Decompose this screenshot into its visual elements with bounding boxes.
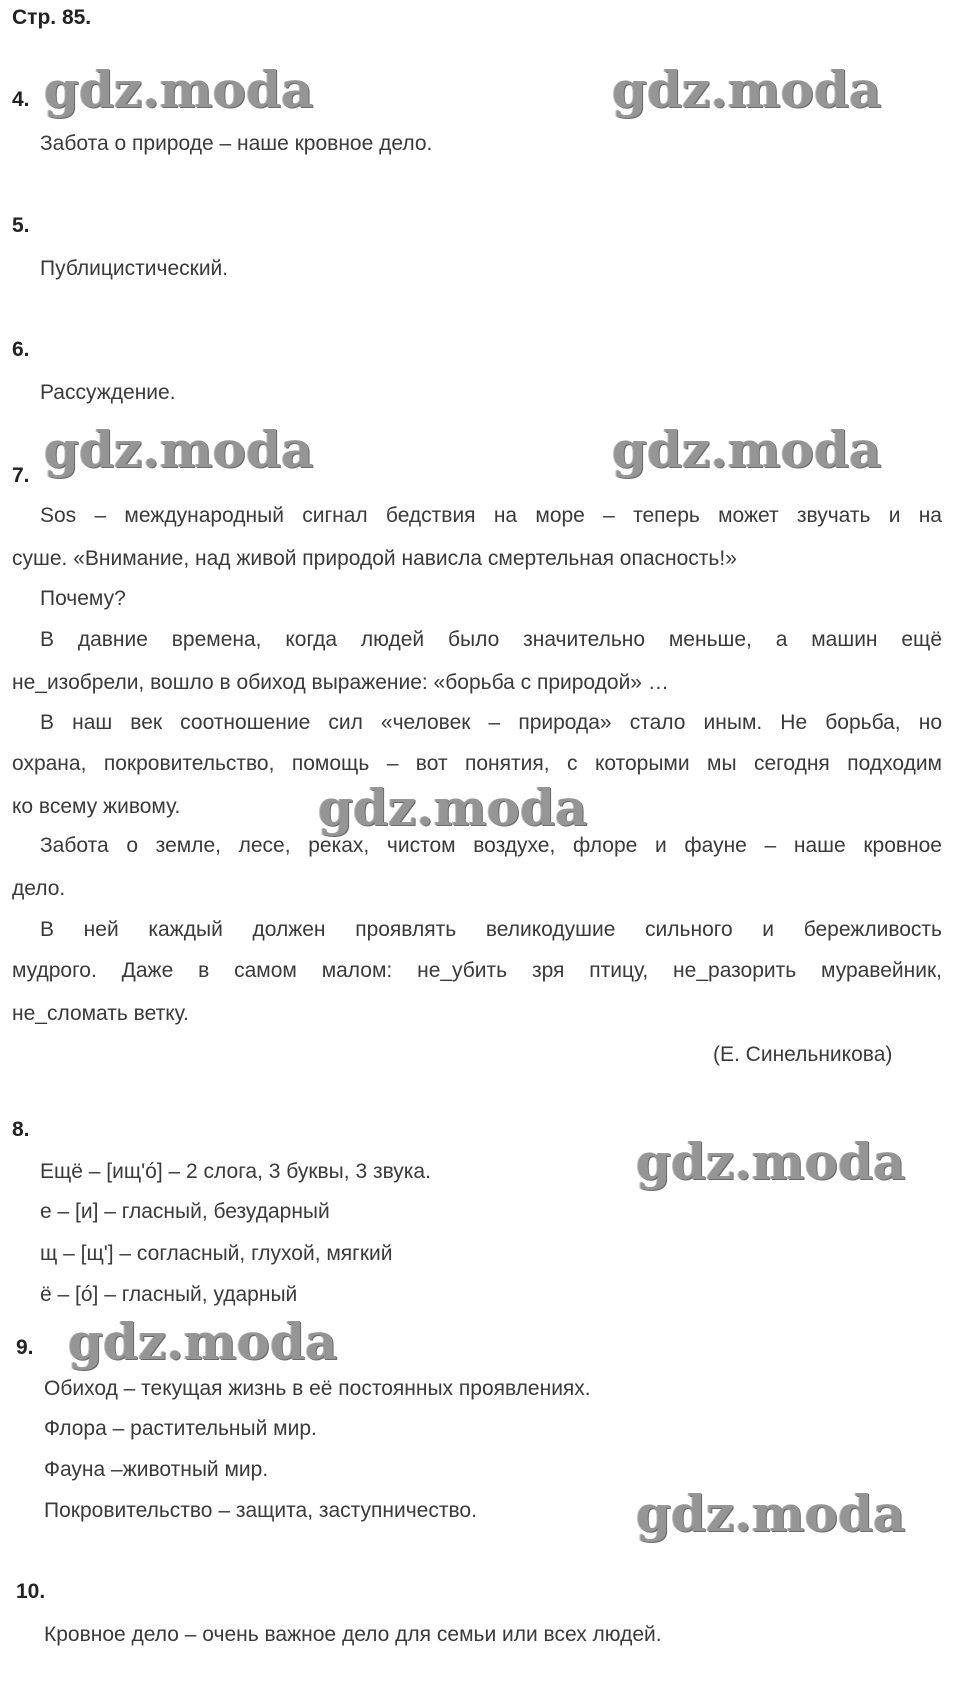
watermark-logo: gdz.moda xyxy=(68,1312,338,1371)
task-10-text: Кровное дело – очень важное дело для семьи или всех людей. xyxy=(44,1623,662,1646)
task-6-text: Рассуждение. xyxy=(40,381,176,404)
task-7-line-12: мудрого. Даже в самом малом: не_убить зря птицу, не_разорить муравейник, xyxy=(12,959,942,982)
page-header: Стр. 85. xyxy=(12,6,92,29)
task-8-line-2: е – [и] – гласный, безударный xyxy=(40,1200,330,1223)
task-10-number: 10. xyxy=(16,1580,46,1603)
task-5-text: Публицистический. xyxy=(40,257,229,280)
watermark-logo: gdz.moda xyxy=(612,420,882,479)
task-9-line-3: Фауна –животный мир. xyxy=(44,1458,269,1481)
task-8-line-3: щ – [щ'] – согласный, глухой, мягкий xyxy=(40,1242,393,1265)
task-8-number: 8. xyxy=(12,1118,30,1141)
task-9-number: 9. xyxy=(16,1336,34,1359)
task-7-author: (Е. Синельникова) xyxy=(713,1043,893,1066)
task-7-line-6: В наш век соотношение сил «человек – природа» стало иным. Не борьба, но xyxy=(40,711,942,734)
task-4-number: 4. xyxy=(12,88,30,111)
task-7-line-11: В ней каждый должен проявлять великодушие сильного и бережливость xyxy=(40,918,942,941)
watermark-logo: gdz.moda xyxy=(318,778,588,837)
task-7-line-9: Забота о земле, лесе, реках, чистом воздухе, флоре и фауне – наше кровное xyxy=(40,834,942,857)
task-9-line-4: Покровительство – защита, заступничество. xyxy=(44,1499,477,1522)
task-7-line-1: Sos – международный сигнал бедствия на море – теперь может звучать и на xyxy=(40,504,942,527)
task-8-line-1: Ещё – [ищ'ó] – 2 слога, 3 буквы, 3 звука. xyxy=(40,1160,431,1183)
watermark-logo: gdz.moda xyxy=(44,60,314,119)
watermark-logo: gdz.moda xyxy=(612,60,882,119)
task-7-line-2: суше. «Внимание, над живой природой нависла смертельная опасность!» xyxy=(12,547,737,570)
task-7-line-7: охрана, покровительство, помощь – вот понятия, с которыми мы сегодня подходим xyxy=(12,752,942,775)
task-7-line-4: В давние времена, когда людей было значительно меньше, а машин ещё xyxy=(40,628,942,651)
watermark-logo: gdz.moda xyxy=(636,1484,906,1543)
watermark-logo: gdz.moda xyxy=(44,420,314,479)
watermark-logo: gdz.moda xyxy=(636,1132,906,1191)
task-7-line-13: не_сломать ветку. xyxy=(12,1002,189,1025)
task-9-line-2: Флора – растительный мир. xyxy=(44,1417,317,1440)
task-9-line-1: Обиход – текущая жизнь в её постоянных проявлениях. xyxy=(44,1377,591,1400)
task-6-number: 6. xyxy=(12,338,30,361)
task-7-line-5: не_изобрели, вошло в обиход выражение: «борьба с природой» … xyxy=(12,671,669,694)
task-7-line-3: Почему? xyxy=(40,587,126,610)
task-5-number: 5. xyxy=(12,214,30,237)
task-7-number: 7. xyxy=(12,464,30,487)
task-4-text: Забота о природе – наше кровное дело. xyxy=(40,132,433,155)
task-8-line-4: ё – [ó] – гласный, ударный xyxy=(40,1283,298,1306)
task-7-line-10: дело. xyxy=(12,877,66,900)
task-7-line-8: ко всему живому. xyxy=(12,795,181,818)
